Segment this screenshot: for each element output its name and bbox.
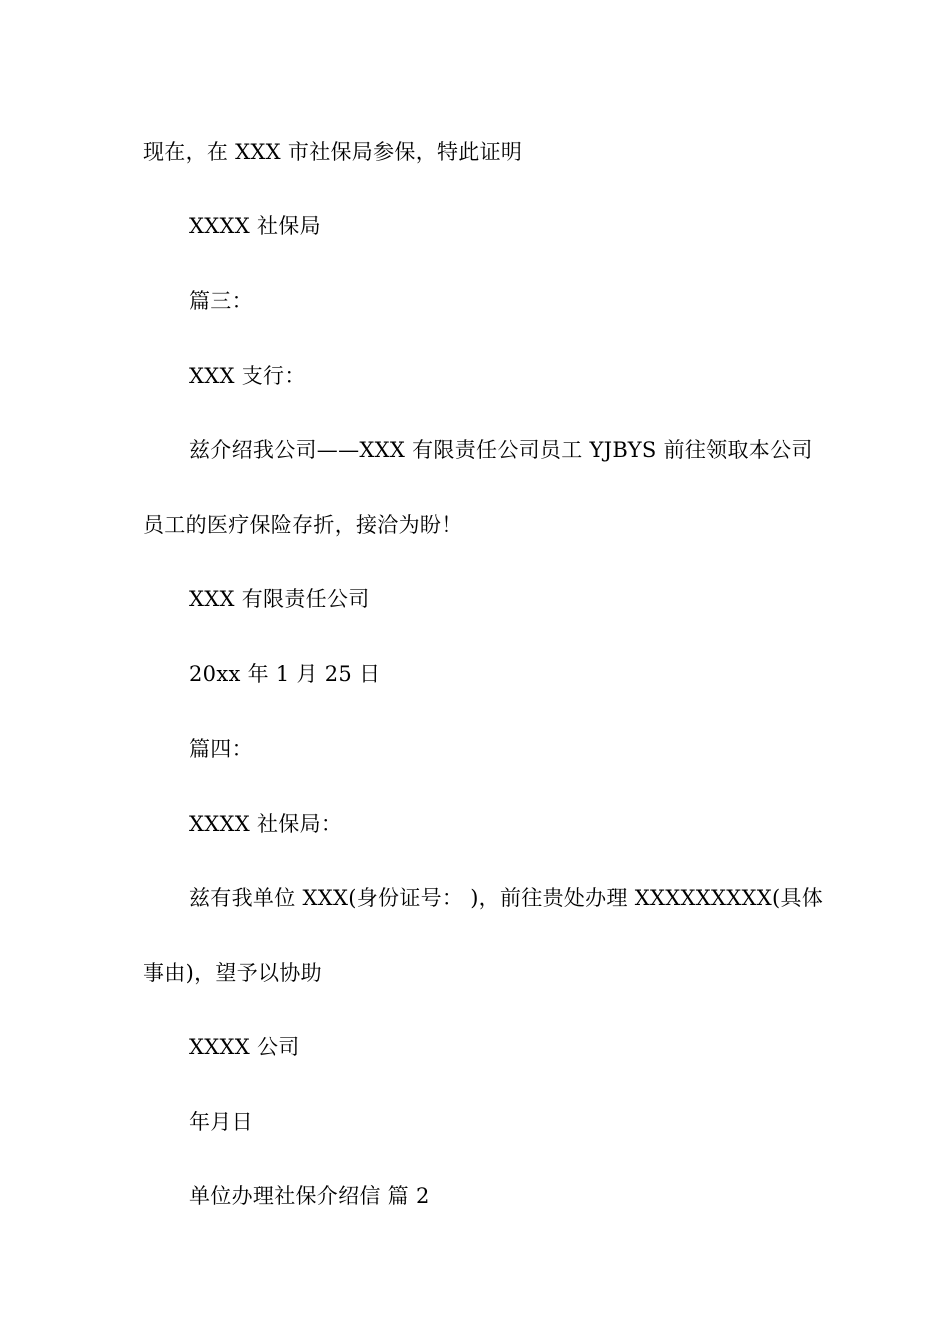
- text-line-13: XXXX 公司: [189, 1035, 300, 1059]
- text-line-5: 兹介绍我公司——XXX 有限责任公司员工 YJBYS 前往领取本公司: [189, 438, 813, 462]
- section-heading-3: 篇三：: [189, 289, 253, 313]
- text-line-1: 现在，在 XXX 市社保局参保，特此证明: [143, 140, 523, 164]
- text-line-12: 事由)，望予以协助: [143, 961, 322, 985]
- text-line-6: 员工的医疗保险存折，接洽为盼！: [143, 513, 463, 537]
- section-heading-4: 篇四：: [189, 737, 253, 761]
- text-line-10: XXXX 社保局：: [189, 812, 343, 836]
- date-line: 20xx 年 1 月 25 日: [189, 662, 381, 686]
- text-line-11: 兹有我单位 XXX(身份证号： )，前往贵处办理 XXXXXXXXX(具体: [189, 886, 824, 910]
- text-line-7: XXX 有限责任公司: [189, 587, 370, 611]
- text-line-14: 年月日: [189, 1110, 253, 1134]
- section-title-line: 单位办理社保介绍信 篇 2: [189, 1184, 430, 1208]
- text-line-4: XXX 支行：: [189, 364, 306, 388]
- text-line-2: XXXX 社保局: [189, 214, 321, 238]
